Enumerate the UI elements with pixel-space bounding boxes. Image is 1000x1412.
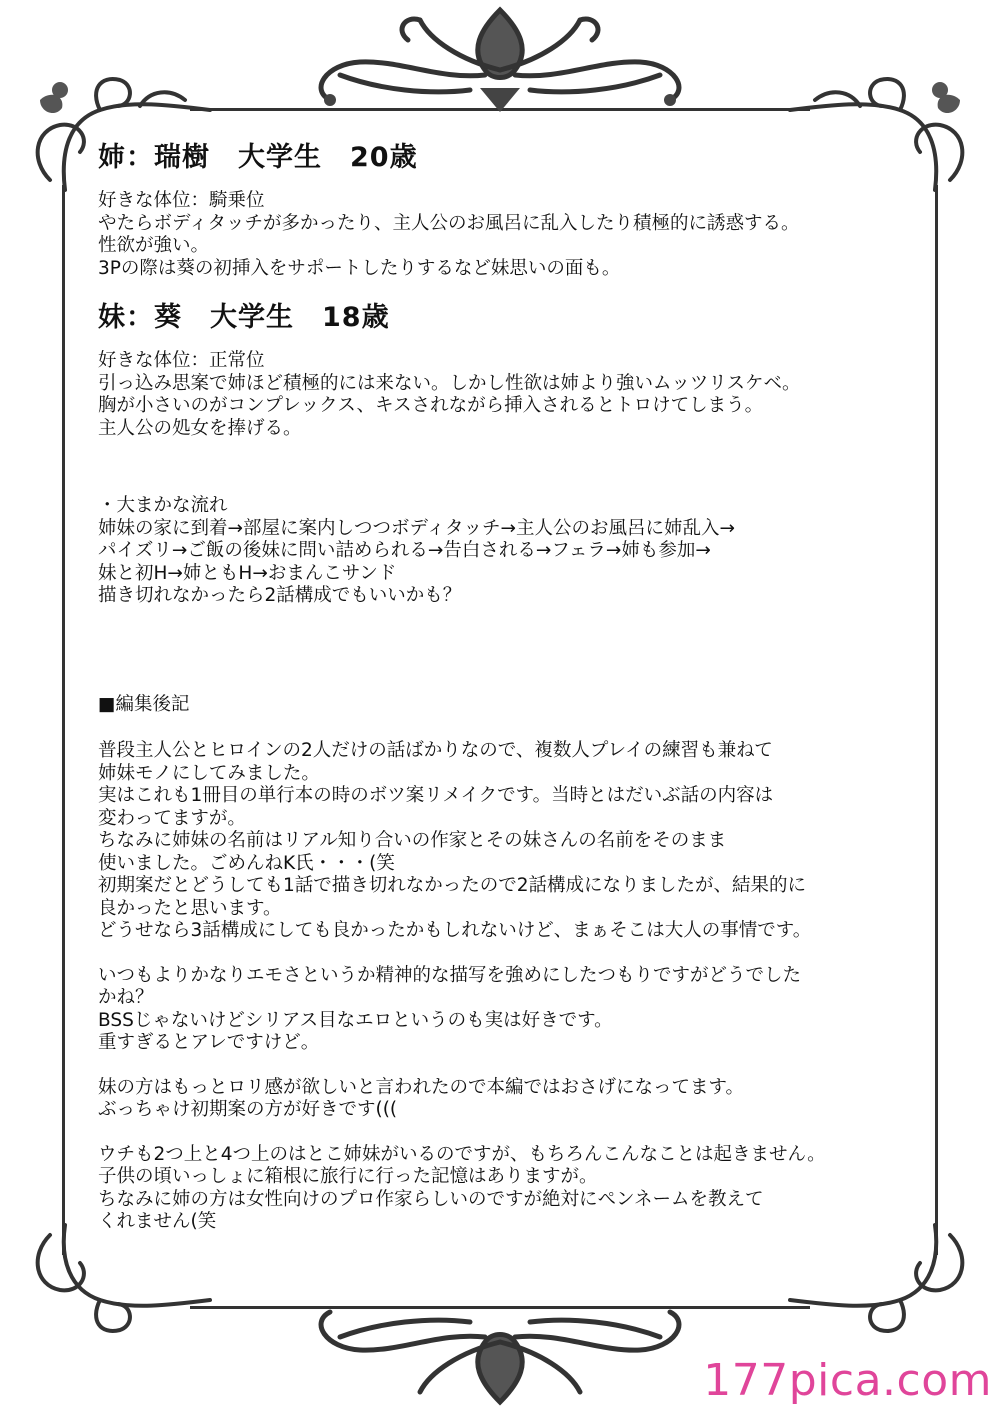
flow-line: 姉妹の家に到着→部屋に案内しつつボディタッチ→主人公のお風呂に姉乱入→ xyxy=(98,517,736,539)
profile-line: 胸が小さいのがコンプレックス、キスされながら挿入されるとトロけてしまう。 xyxy=(98,395,764,416)
flow-line: 妹と初H→姉ともH→おまんこサンド xyxy=(98,562,397,584)
frame-left-line xyxy=(62,185,65,1255)
profile-line: 3Pの際は葵の初挿入をサポートしたりするなど妹思いの面も。 xyxy=(98,257,621,279)
afterword-line: 妹の方はもっとロリ感が欲しいと言われたので本編ではおさげになってます。 xyxy=(98,1076,745,1098)
afterword-line: どうせなら3話構成にしても良かったかもしれないけど、まぁそこは大人の事情です。 xyxy=(98,920,812,941)
afterword-paragraph xyxy=(98,1144,928,1234)
elder-sister-heading: 姉：瑞樹 大学生 20歳 xyxy=(98,142,418,173)
afterword-line: いつもよりかなりエモさというか精神的な描写を強めにしたつもりですがどうでした xyxy=(98,964,802,986)
bottom-ornament xyxy=(230,1295,770,1412)
bottom-left-corner-ornament xyxy=(20,1220,220,1350)
afterword-line: 普段主人公とヒロインの2人だけの話ばかりなので、複数人プレイの練習も兼ねて xyxy=(98,740,773,761)
flow-line: パイズリ→ご飯の後妹に問い詰められる→告白される→フェラ→姉も参加→ xyxy=(98,540,711,561)
afterword-line: 変わってますが。 xyxy=(98,807,246,829)
younger-sister-profile xyxy=(98,350,928,440)
afterword-line: ぶっちゃけ初期案の方が好きです((( xyxy=(98,1099,398,1120)
afterword-paragraph xyxy=(98,965,928,1055)
afterword-line: くれません(笑 xyxy=(98,1211,217,1232)
afterword-paragraph xyxy=(98,740,928,943)
profile-line: 主人公の処女を捧げる。 xyxy=(98,417,302,439)
afterword-line: 姉妹モノにしてみました。 xyxy=(98,762,320,784)
profile-line: 性欲が強い。 xyxy=(98,235,210,256)
afterword-title: ■編集後記 xyxy=(98,693,190,715)
afterword-line: 子供の頃いっしょに箱根に旅行に行った記憶はありますが。 xyxy=(98,1166,598,1187)
afterword-line: 重すぎるとアレですけど。 xyxy=(98,1032,320,1053)
profile-line: 引っ込み思案で姉ほど積極的には来ない。しかし性欲は姉より強いムッツリスケベ。 xyxy=(98,372,801,394)
afterword-line: 使いました。ごめんねK氏・・・(笑 xyxy=(98,852,395,874)
profile-line: 好きな体位：正常位 xyxy=(98,350,265,371)
afterword-line: 初期案だとどうしても1話で描き切れなかったので2話構成になりましたが、結果的に xyxy=(98,875,807,896)
afterword-line: ちなみに姉妹の名前はリアル知り合いの作家とその妹さんの名前をそのまま xyxy=(98,830,727,851)
flow-line: 描き切れなかったら2話構成でもいいかも？ xyxy=(98,585,462,606)
flow-title: ・大まかな流れ xyxy=(98,495,228,516)
afterword-line: 良かったと思います。 xyxy=(98,897,282,919)
frame-right-line xyxy=(935,185,938,1255)
story-flow xyxy=(98,495,928,608)
top-ornament xyxy=(230,0,770,118)
bottom-right-corner-ornament xyxy=(780,1220,980,1350)
site-watermark: 177pica.com xyxy=(703,1355,992,1406)
document-body xyxy=(98,140,928,1234)
profile-line: やたらボディタッチが多かったり、主人公のお風呂に乱入したり積極的に誘惑する。 xyxy=(98,212,800,234)
afterword-line: ちなみに姉の方は女性向けのプロ作家らしいのですが絶対にペンネームを教えて xyxy=(98,1188,764,1210)
afterword-line: 実はこれも1冊目の単行本の時のボツ案リメイクです。当時とはだいぶ話の内容は xyxy=(98,785,774,806)
afterword-paragraph xyxy=(98,1077,928,1122)
afterword-line: BSSじゃないけどシリアス目なエロというのも実は好きです。 xyxy=(98,1009,613,1031)
younger-sister-heading: 妹：葵 大学生 18歳 xyxy=(98,302,390,333)
elder-sister-profile xyxy=(98,190,928,280)
afterword-line: かね？ xyxy=(98,987,154,1008)
afterword-line: ウチも2つ上と4つ上のはとこ姉妹がいるのですが、もちろんこんなことは起きません。 xyxy=(98,1143,826,1165)
profile-line: 好きな体位：騎乗位 xyxy=(98,190,265,211)
